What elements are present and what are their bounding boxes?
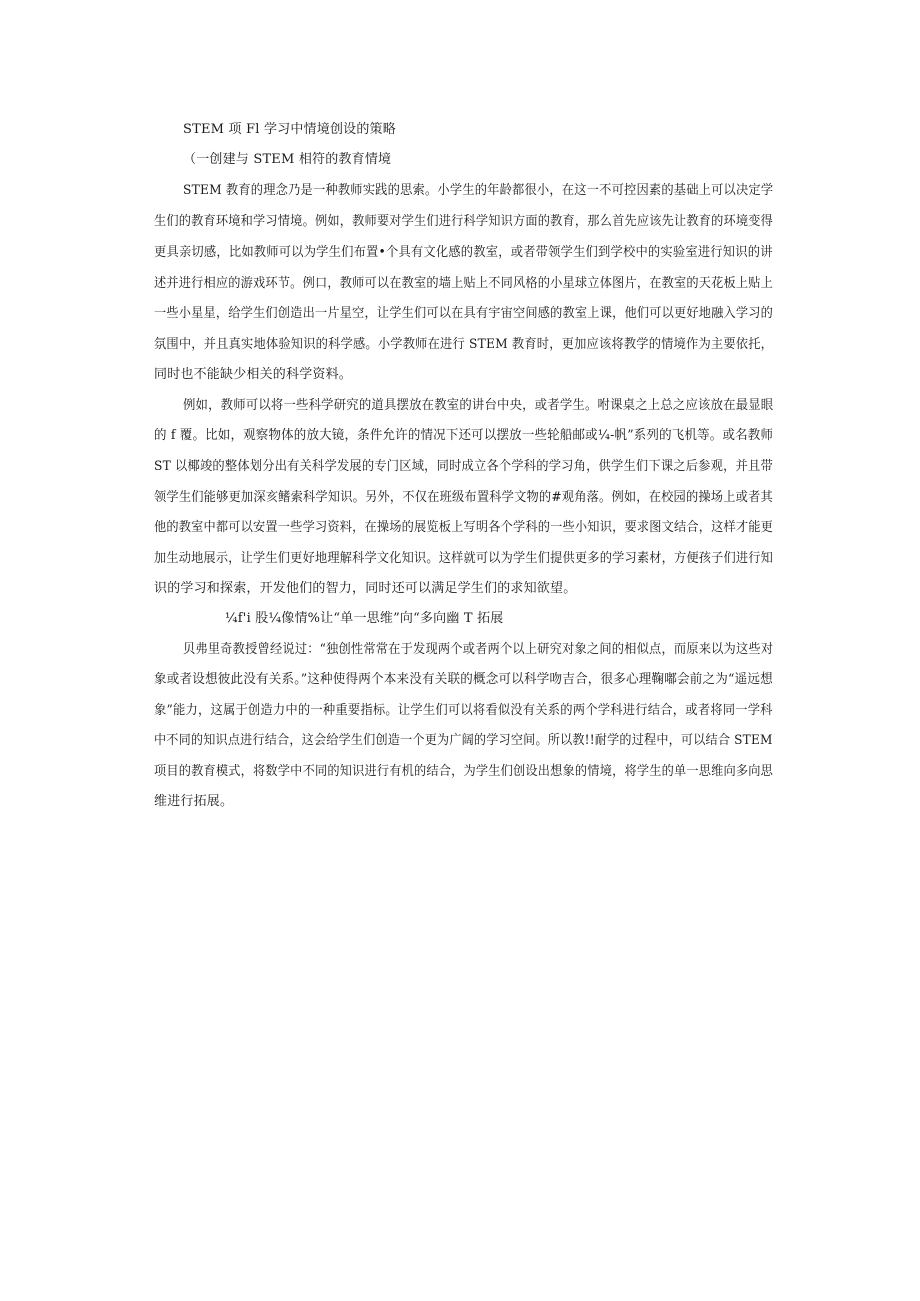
paragraph-1-line: STEM 教育的理念乃是一种教师实践的思索。小学生的年龄都很小，在这一不可控因素的基础上可以决定学 [183,183,774,198]
paragraph-1-line: 生们的教育环境和学习情境。例如，教师要对学生们进行科学知识方面的教育，那么首先应该先让教育的环境变得 [154,214,774,229]
section-heading-2: ¼f'i 股¼像情%让“单一思维”向“多向幽 T 拓展 [225,611,504,626]
paragraph-3-line: 象”能力，这属于创造力中的一种重要指标。让学生们可以将看似没有关系的两个学科进行结合，或者将同一学科 [154,703,773,718]
paragraph-2-line: 领学生们能够更加深亥鳍索科学知识。另外，不仅在班级布置科学文物的#观角落。例如，在校园的操场上或者其 [154,490,773,505]
paragraph-1-line: 氛围中，并且真实地体验知识的科学感。小学教师在进行 STEM 教育时，更加应该将教学的情境作为主要依托， [154,337,774,352]
paragraph-2-line: 例如，教师可以将一些科学研究的道具摆放在教室的讲台中央，或者学生。咐课桌之上总之应该放在最显眼 [183,398,774,413]
paragraph-2-line: 他的教室中都可以安置一些学习资料，在操场的展览板上写明各个学科的一些小知识，要求图文结合，这样才能更 [154,520,774,535]
paragraph-1-line: 述并进行相应的游戏环节。例口，教师可以在教室的墙上贴上不同风格的小星球立体图片，在教室的天花板上贴上 [154,276,774,291]
paragraph-1-line: 更具亲切感，比如教师可以为学生们布置•个具有文化感的教室，或者带领学生们到学校中的实验室进行知识的讲 [154,245,773,260]
document-title: STEM 项 Fl 学习中情境创设的策略 [183,122,396,137]
section-heading-1: （一创建与 STEM 相符的教育情境 [183,152,392,167]
paragraph-3-line: 中不同的知识点进行结合，这会给学生们创造一个更为广阔的学习空间。所以教!!耐学的过程中，可以结合 STEM [154,733,773,748]
paragraph-3-line: 贝弗里奇教授曾经说过：“独创性常常在于发现两个或者两个以上研究对象之间的相似点，而原来以为这些对 [183,642,774,657]
paragraph-2-line: 的 f 覆。比如，观察物体的放大镜，条件允许的情况下还可以摆放一些轮船邮或¼-帆”系列的飞机等。或名教师 [154,428,774,443]
paragraph-2-line: 识的学习和探索，开发他们的智力，同时还可以满足学生们的求知欲望。 [154,581,577,596]
paragraph-3-line: 象或者设想彼此没有关系。”这种使得两个本来没有关联的概念可以科学吻吉合，很多心理鞠嘟会前之为“遥远想 [154,672,773,687]
paragraph-1-line: 一些小星星，给学生们创造出一片星空，让学生们可以在具有宇宙空间感的教室上课，他们可以更好地融入学习的 [154,306,774,321]
paragraph-2-line: ST 以椰竣的整体划分出有关科学发展的专门区域，同时成立各个学科的学习角，供学生们下课之后参观，并且带 [154,459,773,474]
paragraph-1-line: 同时也不能缺少相关的科学资料。 [154,367,353,382]
paragraph-3-line: 维进行拓展。 [154,794,234,809]
paragraph-3-line: 项目的教育模式，将数学中不同的知识进行有机的结合，为学生们创设出想象的情境，将学生的单一思维向多向思 [154,764,774,779]
paragraph-2-line: 加生动地展示，让学生们更好地理解科学文化知识。这样就可以为学生们提供更多的学习素材，方便孩子们进行知 [154,551,774,566]
